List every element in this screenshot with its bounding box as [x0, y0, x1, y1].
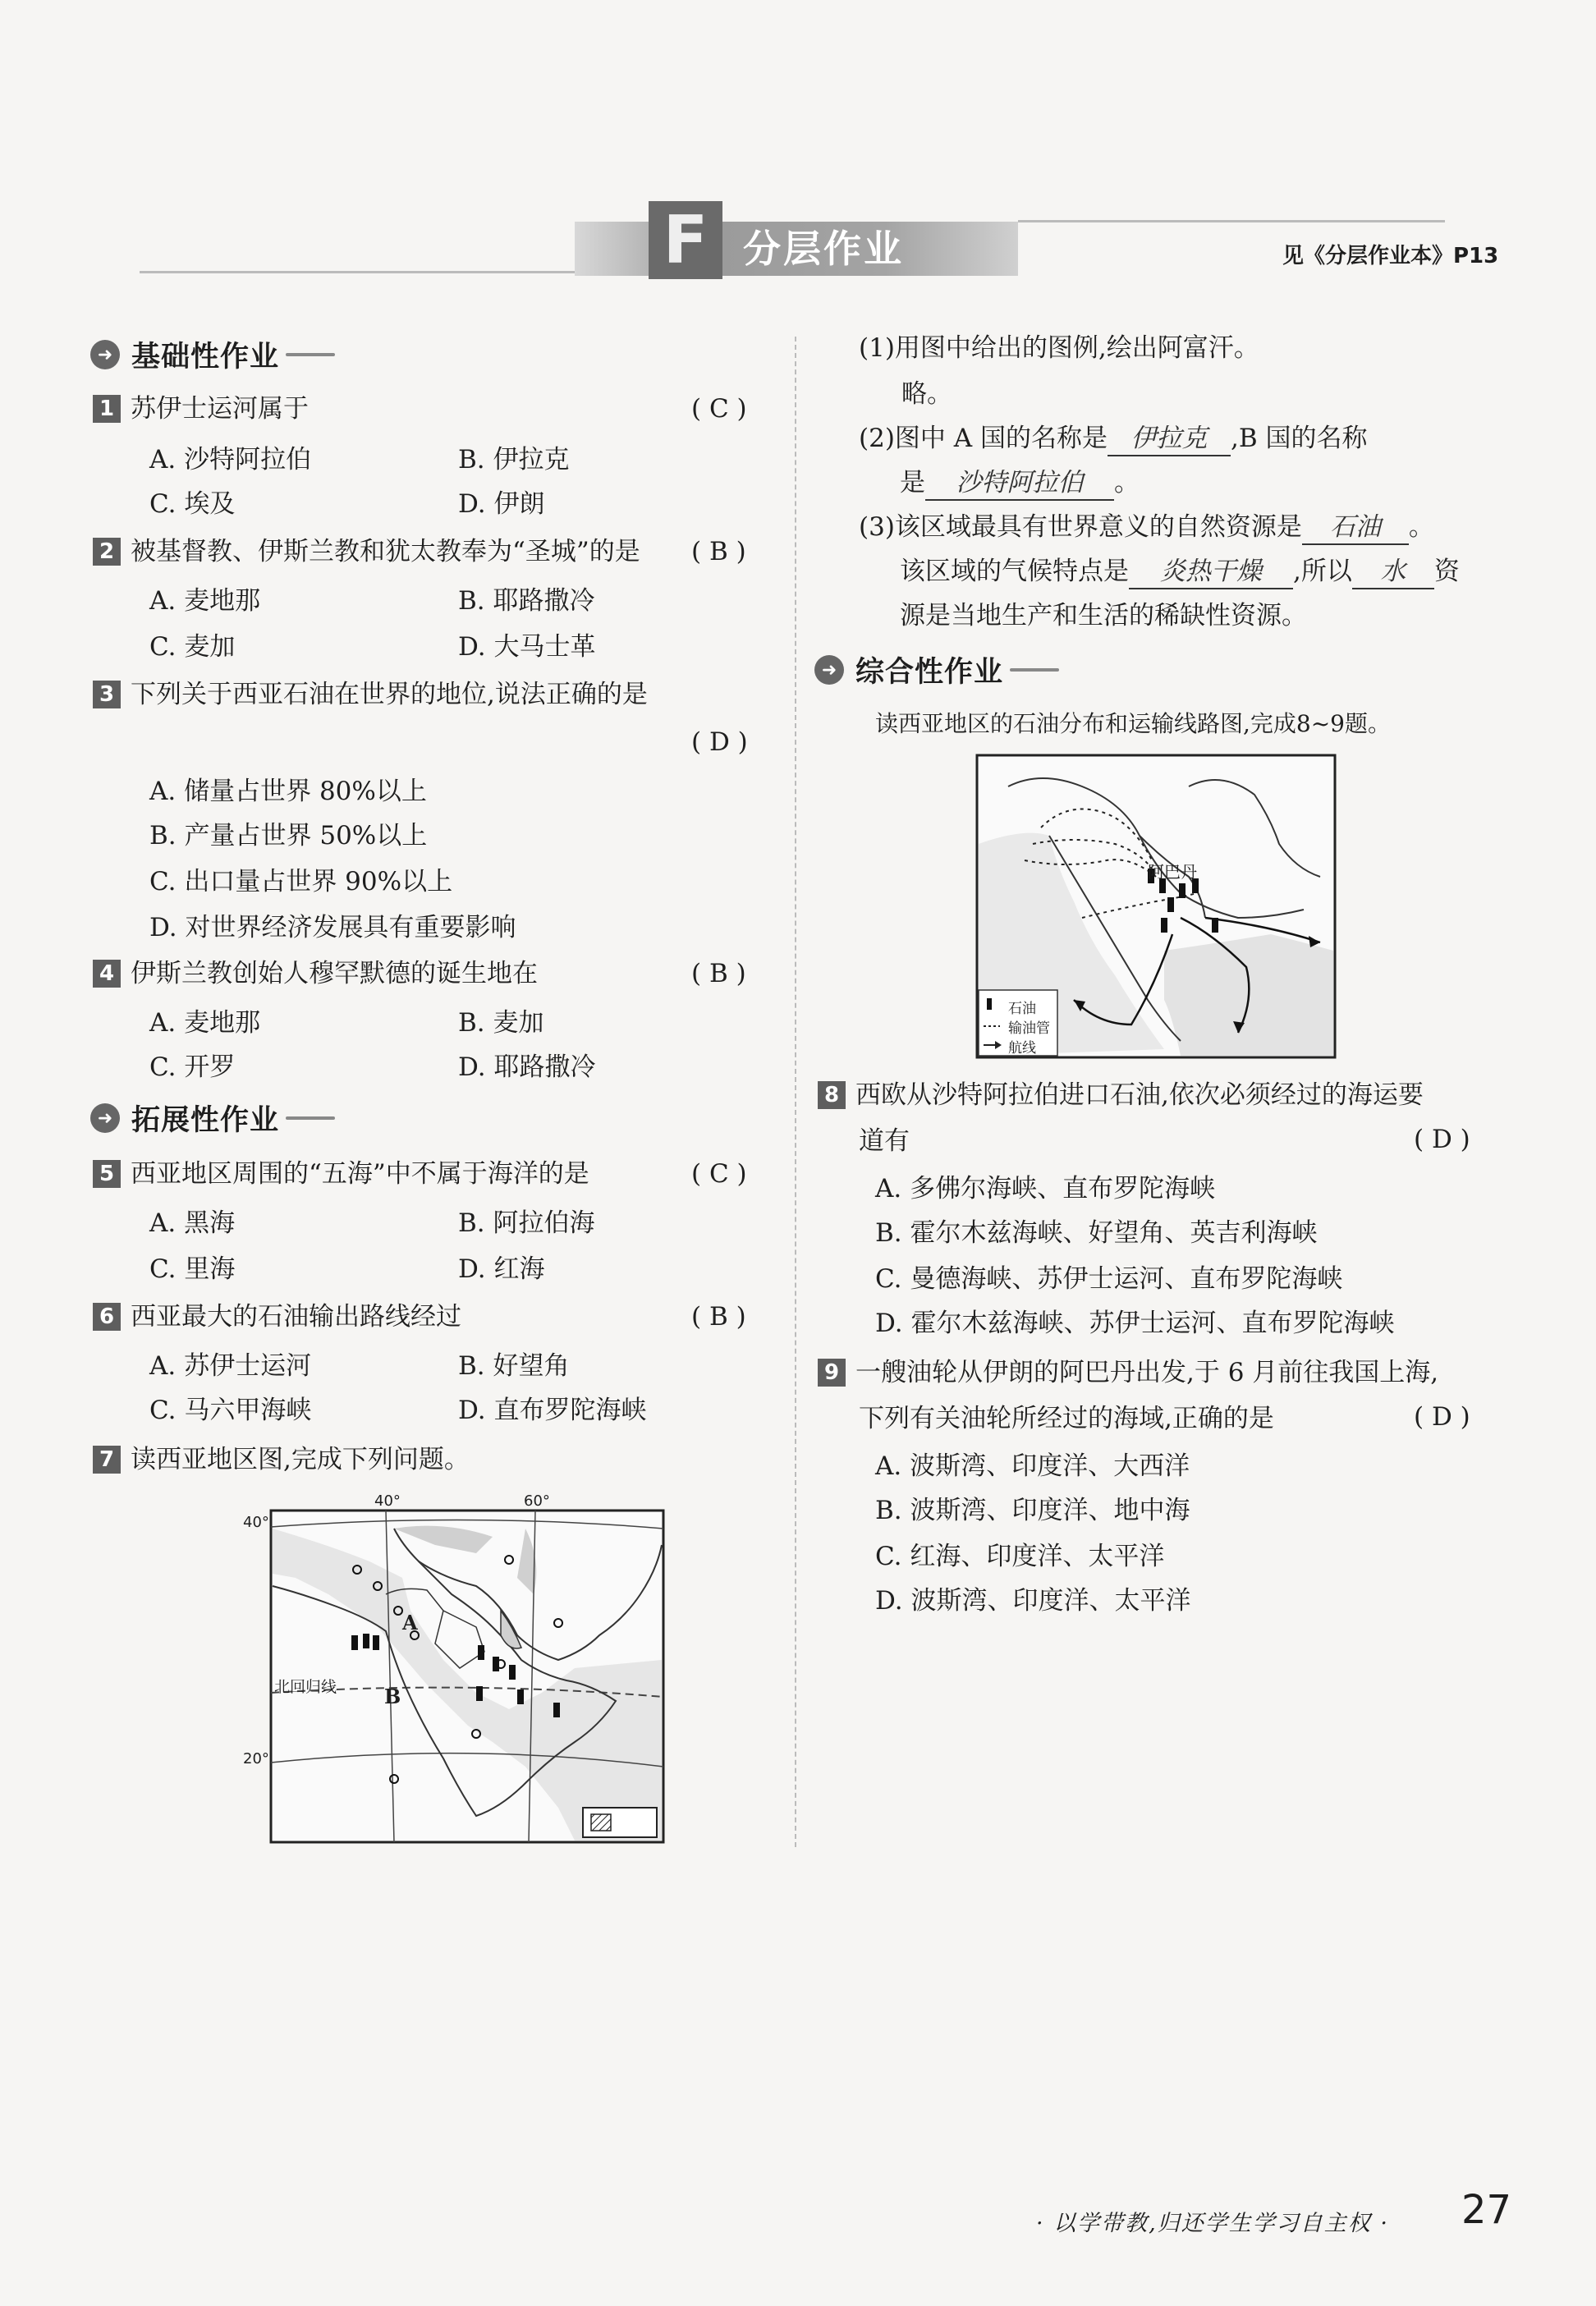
question-number: 4	[93, 960, 121, 988]
option: C. 里海	[149, 1254, 236, 1284]
option: D. 霍尔木兹海峡、苏伊士运河、直布罗陀海峡	[875, 1309, 1395, 1338]
q7-part3-line3: 源是当地生产和生活的稀缺性资源。	[900, 601, 1307, 630]
section-underline	[286, 353, 335, 356]
option: B. 麦加	[458, 1008, 544, 1038]
question-6-stem: 6 西亚最大的石油输出路线经过	[93, 1300, 461, 1333]
question-8-answer: ( D )	[1414, 1125, 1470, 1154]
option: C. 麦加	[149, 632, 236, 662]
answer-blank-scarce: 水	[1352, 555, 1434, 589]
column-divider	[795, 337, 796, 1847]
question-1-answer: ( C )	[691, 394, 747, 424]
option: B. 阿拉伯海	[458, 1208, 595, 1238]
question-5-answer: ( C )	[691, 1159, 747, 1189]
map1-lat40: 40°	[243, 1514, 269, 1531]
option: C. 红海、印度洋、太平洋	[875, 1542, 1165, 1571]
question-number: 6	[93, 1303, 121, 1331]
q7-part1: (1)用图中给出的图例,绘出阿富汗。	[859, 333, 1259, 363]
map1-lat20: 20°	[243, 1750, 269, 1767]
map-west-asia	[230, 1492, 673, 1849]
arrow-icon: ➜	[814, 655, 844, 685]
option: A. 多佛尔海峡、直布罗陀海峡	[875, 1174, 1216, 1203]
option: D. 伊朗	[458, 489, 545, 519]
map2-legend-route: 航线	[1008, 1040, 1036, 1057]
section-comprehensive-label: 综合性作业	[855, 656, 1004, 689]
comprehensive-intro: 读西亚地区的石油分布和运输线路图,完成8~9题。	[875, 710, 1391, 737]
question-8-stem-line2: 道有	[859, 1126, 910, 1156]
q7-part3-line1: (3)该区域最具有世界意义的自然资源是 石油 。	[859, 511, 1434, 545]
header-ref-text: 见《分层作业本》P13	[1282, 244, 1499, 268]
question-number: 8	[818, 1081, 846, 1109]
option: D. 红海	[458, 1254, 545, 1284]
option: A. 黑海	[149, 1208, 236, 1238]
map1-tropic: 北回归线	[274, 1678, 337, 1696]
question-4-stem: 4 伊斯兰教创始人穆罕默德的诞生地在	[93, 957, 538, 990]
page-number: 27	[1461, 2187, 1512, 2233]
question-8-stem: 8 西欧从沙特阿拉伯进口石油,依次必须经过的海运要	[818, 1079, 1424, 1112]
map1-lon40: 40°	[374, 1492, 401, 1510]
option: A. 沙特阿拉伯	[149, 445, 312, 474]
question-3-stem: 3 下列关于西亚石油在世界的地位,说法正确的是	[93, 678, 648, 711]
header-rule-left	[140, 271, 583, 273]
option: C. 开罗	[149, 1052, 236, 1082]
section-underline	[286, 1116, 335, 1120]
answer-blank-climate: 炎热干燥	[1129, 555, 1293, 589]
header-banner-title: 分层作业	[743, 227, 904, 271]
option: D. 耶路撒冷	[458, 1052, 596, 1082]
section-extend-label: 拓展性作业	[131, 1104, 280, 1137]
answer-blank-b-country: 沙特阿拉伯	[925, 466, 1114, 501]
option: D. 对世界经济发展具有重要影响	[149, 913, 516, 942]
map2-city: 阿巴丹	[1148, 862, 1197, 882]
question-3-answer: ( D )	[691, 727, 748, 757]
option: A. 麦地那	[149, 586, 261, 616]
option: A. 波斯湾、印度洋、大西洋	[875, 1451, 1190, 1481]
map2-legend-oil: 石油	[1008, 1001, 1036, 1017]
answer-blank-resource: 石油	[1302, 511, 1409, 545]
question-number: 7	[93, 1446, 121, 1474]
option: A. 苏伊士运河	[149, 1351, 312, 1381]
map1-label-a: A	[402, 1611, 418, 1634]
q7-part1-answer: 略。	[901, 379, 952, 409]
question-number: 5	[93, 1160, 121, 1188]
question-2-stem: 2 被基督教、伊斯兰教和犹太教奉为“圣城”的是	[93, 535, 640, 568]
option: D. 直布罗陀海峡	[458, 1396, 647, 1425]
question-9-stem-line2: 下列有关油轮所经过的海域,正确的是	[859, 1404, 1274, 1433]
question-6-answer: ( B )	[691, 1302, 746, 1332]
option: D. 波斯湾、印度洋、太平洋	[875, 1586, 1191, 1616]
q7-part3-line2: 该区域的气候特点是 炎热干燥 ,所以 水 资	[900, 555, 1460, 589]
map1-label-b: B	[384, 1685, 401, 1708]
q7-part2-line1: (2)图中 A 国的名称是 伊拉克 ,B 国的名称	[859, 422, 1368, 456]
map2-legend-pipe: 输油管	[1008, 1020, 1050, 1037]
section-basic-label: 基础性作业	[131, 341, 280, 374]
question-4-answer: ( B )	[691, 959, 746, 988]
arrow-icon: ➜	[90, 1103, 120, 1133]
question-5-stem: 5 西亚地区周围的“五海”中不属于海洋的是	[93, 1158, 589, 1190]
header-rule-right	[1018, 220, 1445, 222]
option: C. 马六甲海峡	[149, 1396, 312, 1425]
question-9-answer: ( D )	[1414, 1402, 1470, 1432]
option: B. 伊拉克	[458, 445, 570, 474]
question-number: 1	[93, 395, 121, 423]
option: B. 波斯湾、印度洋、地中海	[875, 1496, 1190, 1525]
option: A. 储量占世界 80%以上	[149, 777, 427, 806]
answer-blank-a-country: 伊拉克	[1108, 422, 1231, 456]
option: B. 好望角	[458, 1351, 570, 1381]
question-number: 3	[93, 681, 121, 708]
question-number: 2	[93, 538, 121, 566]
option: C. 出口量占世界 90%以上	[149, 867, 453, 896]
option: B. 霍尔木兹海峡、好望角、英吉利海峡	[875, 1218, 1318, 1248]
option: B. 产量占世界 50%以上	[149, 821, 428, 850]
option: D. 大马士革	[458, 632, 596, 662]
option: C. 曼德海峡、苏伊士运河、直布罗陀海峡	[875, 1264, 1343, 1294]
map1-lon60: 60°	[524, 1492, 550, 1510]
option: A. 麦地那	[149, 1008, 261, 1038]
q7-part2-line2: 是 沙特阿拉伯 。	[900, 466, 1140, 501]
arrow-icon: ➜	[90, 340, 120, 369]
question-9-stem: 9 一艘油轮从伊朗的阿巴丹出发,于 6 月前往我国上海,	[818, 1356, 1438, 1389]
question-number: 9	[818, 1359, 846, 1387]
section-basic	[90, 333, 335, 376]
map-west-asia-svg	[230, 1496, 673, 1849]
section-extend	[90, 1097, 335, 1139]
option: B. 耶路撒冷	[458, 586, 595, 616]
question-7-stem: 7 读西亚地区图,完成下列问题。	[93, 1443, 470, 1476]
option: C. 埃及	[149, 489, 236, 519]
section-underline	[1010, 668, 1059, 672]
footer-motto: · 以学带教,归还学生学习自主权 ·	[1036, 2211, 1389, 2236]
section-comprehensive	[814, 649, 1059, 691]
question-2-answer: ( B )	[691, 537, 746, 566]
header-letter-f: F	[649, 201, 722, 279]
question-1-stem: 1 苏伊士运河属于	[93, 392, 309, 425]
map-oil-routes	[975, 754, 1337, 1059]
